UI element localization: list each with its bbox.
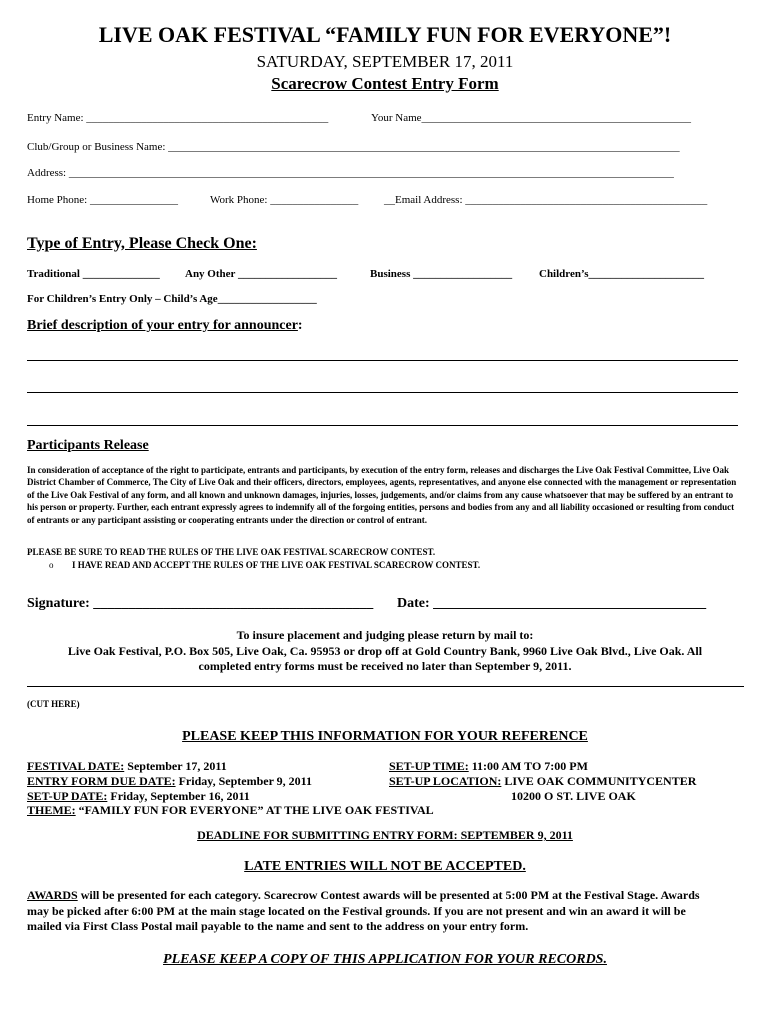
entry-name-field[interactable]: Entry Name: ____________________________________________ [27,112,329,124]
setup-date-row [27,789,250,804]
festival-date-value: September 17, 2011 [124,759,227,773]
setup-location-label: SET-UP LOCATION: [389,774,502,788]
release-text: In consideration of acceptance of the right to participate, entrants and participants, by execution of the entry form, releases and discharges the Live Oak Festival Committee, Live Oak District Chamber of Commerce, The City of Live Oak and their officers, directors, employees, agents, representatives, and anyone else connected with the management or representation of the Live Oak Festival of any form, and all known and unknown damages, injuries, losses, judgements, and/or claims from any cause whatsoever that may be suffered by an entrant to his person or property. Further, each entrant expressly agrees to indemnify all of the forgoing entities, persons and bodies from any and all liability occasioned or resulting from conduct of entrants or any participant assisting or cooperating entrants under the direction or control of entrant. [27,465,737,525]
setup-date-value: Friday, September 16, 2011 [107,789,250,803]
setup-location-row [389,774,696,789]
read-rules-notice: PLEASE BE SURE TO READ THE RULES OF THE LIVE OAK FESTIVAL SCARECROW CONTEST. [27,547,436,557]
form-title: Scarecrow Contest Entry Form [271,74,499,93]
setup-date-label: SET-UP DATE: [27,789,108,803]
awards-line-1 [27,888,700,903]
description-line-3[interactable] [27,425,738,426]
cut-line [27,686,744,687]
release-heading: Participants Release [27,438,149,453]
reference-heading: PLEASE KEEP THIS INFORMATION FOR YOUR REFERENCE [182,729,588,744]
due-date-row [27,774,312,789]
description-heading-colon: : [297,318,303,333]
awards-line-3: mailed via First Class Postal mail payable to the name and sent to the address on your entry form. [27,919,529,933]
accept-rules-text: I HAVE READ AND ACCEPT THE RULES OF THE LIVE OAK FESTIVAL SCARECROW CONTEST. [72,560,481,570]
awards-line-2: may be picked after 6:00 PM at the main stage located on the Festival grounds. If you are not present and win an award it will be [27,904,686,918]
page-title: LIVE OAK FESTIVAL “FAMILY FUN FOR EVERYONE”! [98,22,672,47]
entry-type-heading: Type of Entry, Please Check One: [27,235,257,252]
description-heading-text: Brief description of your entry for announcer [27,318,298,333]
work-phone-field[interactable]: Work Phone: ________________ [210,194,359,206]
entry-type-any-other[interactable]: Any Other __________________ [185,268,337,280]
accept-rules-bullet[interactable]: o [49,560,54,570]
mailing-line-3: completed entry forms must be received no later than September 9, 2011. [198,659,572,673]
entry-type-business[interactable]: Business __________________ [370,268,513,280]
description-line-1[interactable] [27,360,738,361]
theme-value: “FAMILY FUN FOR EVERYONE” AT THE LIVE OAK FESTIVAL [75,803,434,817]
setup-location-value: LIVE OAK COMMUNITYCENTER [501,774,697,788]
setup-time-label: SET-UP TIME: [389,759,469,773]
email-field[interactable]: __Email Address: ____________________________________________ [384,194,708,206]
description-line-2[interactable] [27,392,738,393]
address-field[interactable]: Address: ______________________________________________________________________________________________________________ [27,167,674,179]
home-phone-field[interactable]: Home Phone: ________________ [27,194,178,206]
theme-label: THEME: [27,803,76,817]
entry-type-traditional[interactable]: Traditional ______________ [27,268,160,280]
entry-type-childrens[interactable]: Children’s_____________________ [539,268,705,280]
festival-date-label: FESTIVAL DATE: [27,759,125,773]
signature-field[interactable]: Signature: ________________________________________ [27,596,374,611]
due-date-label: ENTRY FORM DUE DATE: [27,774,176,788]
event-date: SATURDAY, SEPTEMBER 17, 2011 [256,52,514,71]
awards-line-1-text: will be presented for each category. Scarecrow Contest awards will be presented at 5:00 PM at the Festival Stage. Awards [77,888,700,902]
mailing-line-2: Live Oak Festival, P.O. Box 505, Live Oak, Ca. 95953 or drop off at Gold Country Bank, 9960 Live Oak Blvd., Live Oak. All [67,644,703,658]
theme-row [27,803,434,818]
due-date-value: Friday, September 9, 2011 [175,774,313,788]
footer-notice: PLEASE KEEP A COPY OF THIS APPLICATION FOR YOUR RECORDS. [163,952,607,967]
child-age-field[interactable]: For Children’s Entry Only – Child’s Age__________________ [27,293,317,305]
your-name-field[interactable]: Your Name_________________________________________________ [371,112,692,124]
description-heading [27,318,303,334]
late-entries-notice: LATE ENTRIES WILL NOT BE ACCEPTED. [244,859,526,874]
club-name-field[interactable]: Club/Group or Business Name: _____________________________________________________________________________________________ [27,141,680,153]
deadline-notice: DEADLINE FOR SUBMITTING ENTRY FORM: SEPTEMBER 9, 2011 [197,828,573,842]
mailing-line-1: To insure placement and judging please return by mail to: [236,628,534,642]
festival-date-row [27,759,227,774]
signature-date-field[interactable]: Date: _______________________________________ [397,596,707,611]
setup-location-line-2: 10200 O ST. LIVE OAK [511,789,636,803]
setup-time-row [389,759,588,774]
setup-time-value: 11:00 AM TO 7:00 PM [468,759,588,773]
cut-here-label: (CUT HERE) [27,699,80,709]
awards-label: AWARDS [27,888,78,902]
